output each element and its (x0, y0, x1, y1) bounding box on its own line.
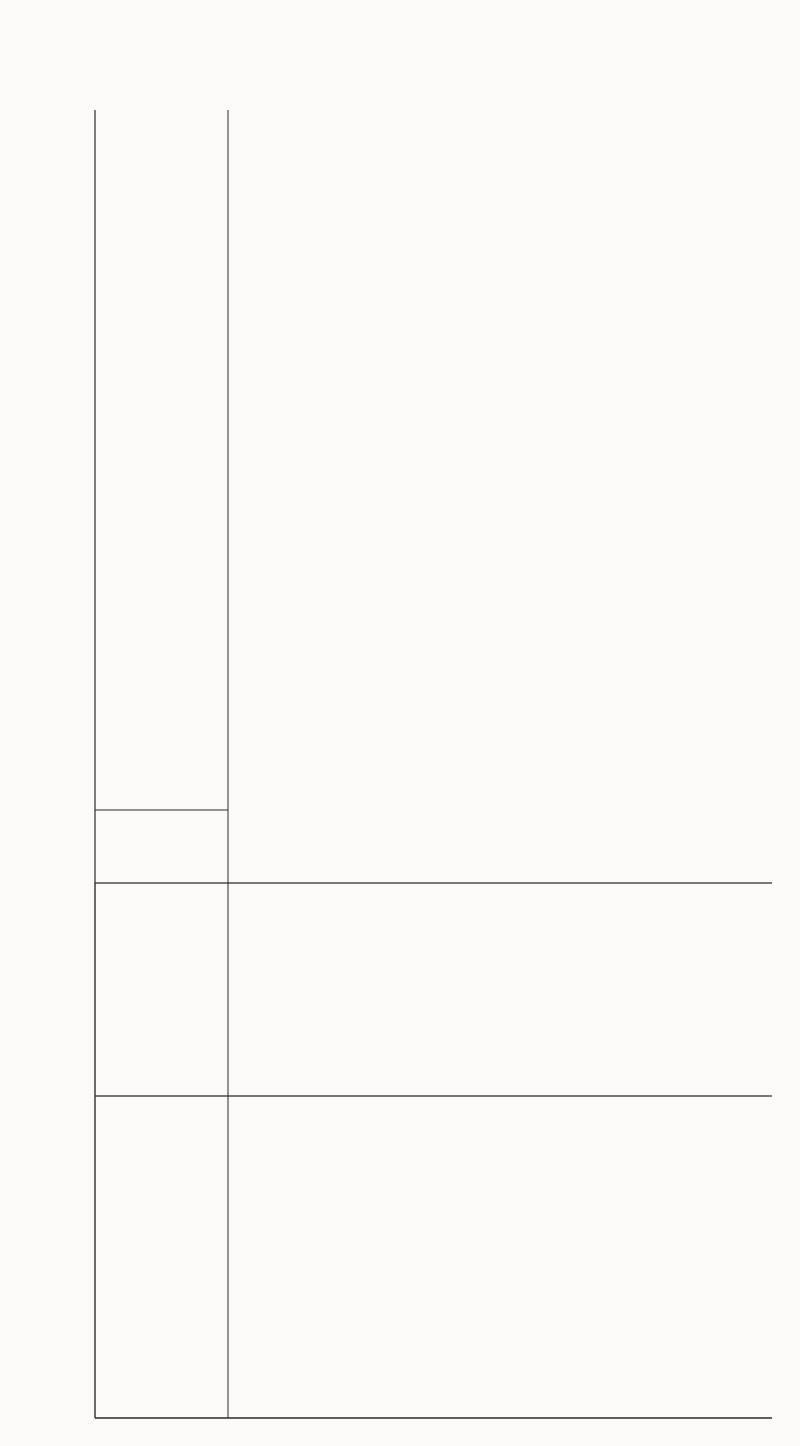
table-rules (95, 110, 772, 1418)
